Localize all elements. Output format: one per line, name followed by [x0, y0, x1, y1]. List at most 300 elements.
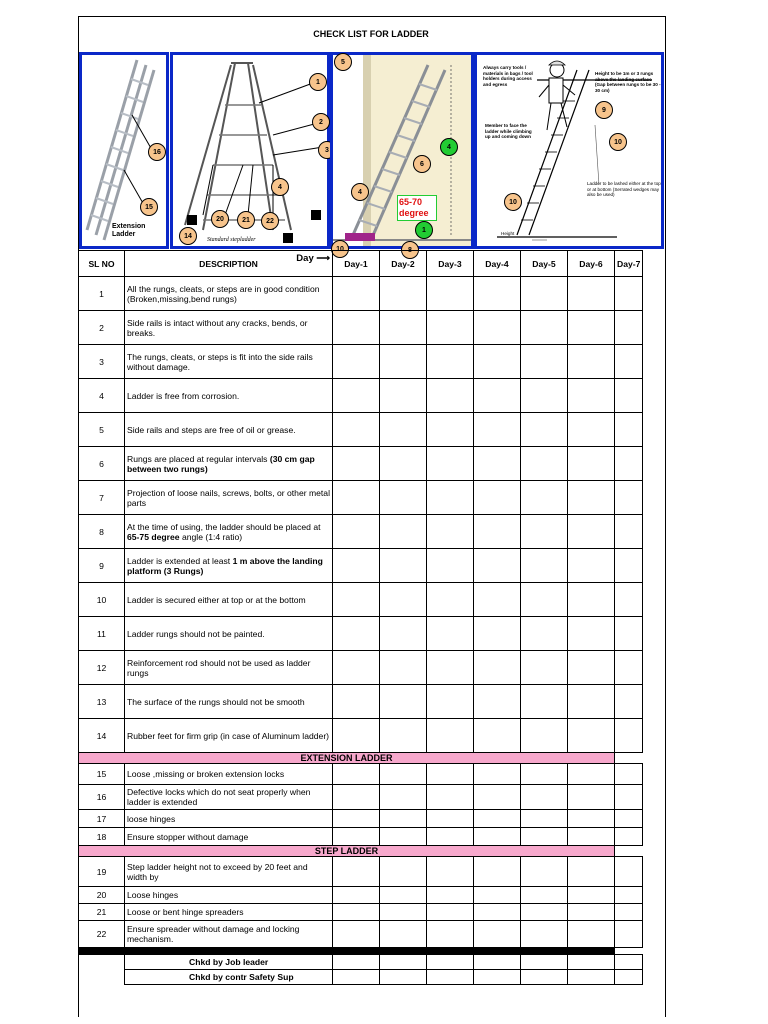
- check-cell-day-2[interactable]: [380, 887, 427, 904]
- signature-cell-day-6[interactable]: [568, 970, 615, 985]
- table-row: [79, 828, 643, 846]
- table-row: [79, 413, 643, 447]
- check-cell-day-5[interactable]: [521, 311, 568, 345]
- rubber-foot-marker: [283, 233, 293, 243]
- check-cell-day-4[interactable]: [474, 810, 521, 828]
- callout-20: 20: [211, 210, 229, 228]
- signature-cell-day-3[interactable]: [427, 970, 474, 985]
- row-description: [125, 549, 333, 583]
- description-text: Reinforcement rod should not be used as ladder rungs: [127, 657, 311, 678]
- row-sl-no: 20: [79, 887, 125, 904]
- check-cell-day-2[interactable]: [380, 764, 427, 785]
- check-cell-day-7[interactable]: [615, 810, 643, 828]
- callout-8: 8: [401, 241, 419, 259]
- check-cell-day-1[interactable]: [333, 617, 380, 651]
- check-cell-day-6[interactable]: [568, 764, 615, 785]
- check-cell-day-2[interactable]: [380, 617, 427, 651]
- check-cell-day-7[interactable]: [615, 651, 643, 685]
- description-text: Ladder is secured either at top or at the bottom: [127, 594, 306, 605]
- check-cell-day-7[interactable]: [615, 311, 643, 345]
- table-row: [79, 583, 643, 617]
- check-cell-day-2[interactable]: [380, 277, 427, 311]
- row-description: [125, 651, 333, 685]
- row-sl-no: 1: [79, 277, 125, 311]
- callout-6: 6: [413, 155, 431, 173]
- check-cell-day-1[interactable]: [333, 904, 380, 921]
- check-cell-day-1[interactable]: [333, 810, 380, 828]
- check-cell-day-1[interactable]: [333, 651, 380, 685]
- row-description: [125, 447, 333, 481]
- check-cell-day-6[interactable]: [568, 719, 615, 753]
- check-cell-day-4[interactable]: [474, 311, 521, 345]
- callout-10: 10: [609, 133, 627, 151]
- check-cell-day-2[interactable]: [380, 904, 427, 921]
- check-cell-day-3[interactable]: [427, 481, 474, 515]
- check-cell-day-5[interactable]: [521, 828, 568, 846]
- table-row: [79, 764, 643, 785]
- row-description: [125, 828, 333, 846]
- check-cell-day-4[interactable]: [474, 549, 521, 583]
- row-description: [125, 311, 333, 345]
- row-sl-no: 6: [79, 447, 125, 481]
- description-text: Loose ,missing or broken extension locks: [127, 769, 285, 779]
- callout-14: 14: [179, 227, 197, 245]
- signature-cell-day-3[interactable]: [427, 955, 474, 970]
- check-cell-day-1[interactable]: [333, 583, 380, 617]
- table-row: [79, 719, 643, 753]
- check-cell-day-1[interactable]: [333, 379, 380, 413]
- table-row: [79, 549, 643, 583]
- table-row: [79, 379, 643, 413]
- check-cell-day-1[interactable]: [333, 515, 380, 549]
- section-step-ladder: [79, 846, 643, 857]
- check-cell-day-7[interactable]: [615, 345, 643, 379]
- check-cell-day-6[interactable]: [568, 651, 615, 685]
- check-cell-day-7[interactable]: [615, 785, 643, 810]
- check-cell-day-3[interactable]: [427, 904, 474, 921]
- check-cell-day-4[interactable]: [474, 857, 521, 887]
- check-cell-day-2[interactable]: [380, 785, 427, 810]
- check-cell-day-2[interactable]: [380, 857, 427, 887]
- check-cell-day-1[interactable]: [333, 311, 380, 345]
- table-row: [79, 277, 643, 311]
- check-cell-day-1[interactable]: [333, 828, 380, 846]
- rubber-foot-marker: [311, 210, 321, 220]
- check-cell-day-4[interactable]: [474, 719, 521, 753]
- check-cell-day-4[interactable]: [474, 785, 521, 810]
- callout-1-green: 1: [415, 221, 433, 239]
- row-sl-no: 15: [79, 764, 125, 785]
- table-row: [79, 887, 643, 904]
- check-cell-day-5[interactable]: [521, 785, 568, 810]
- check-cell-day-4[interactable]: [474, 379, 521, 413]
- check-cell-day-2[interactable]: [380, 719, 427, 753]
- check-cell-day-5[interactable]: [521, 810, 568, 828]
- description-text: The rungs, cleats, or steps is fit into the side rails without damage.: [127, 351, 313, 372]
- check-cell-day-1[interactable]: [333, 345, 380, 379]
- check-cell-day-4[interactable]: [474, 345, 521, 379]
- check-cell-day-4[interactable]: [474, 651, 521, 685]
- check-cell-day-3[interactable]: [427, 515, 474, 549]
- check-cell-day-6[interactable]: [568, 857, 615, 887]
- row-sl-no: 5: [79, 413, 125, 447]
- description-text: Side rails is intact without any cracks, bends, or breaks.: [127, 317, 308, 338]
- check-cell-day-6[interactable]: [568, 921, 615, 948]
- row-sl-no: 16: [79, 785, 125, 810]
- signature-cell-day-6[interactable]: [568, 955, 615, 970]
- signature-cell-day-2[interactable]: [380, 955, 427, 970]
- check-cell-day-7[interactable]: [615, 379, 643, 413]
- check-cell-day-6[interactable]: [568, 828, 615, 846]
- check-cell-day-7[interactable]: [615, 447, 643, 481]
- check-cell-day-4[interactable]: [474, 904, 521, 921]
- check-cell-day-4[interactable]: [474, 617, 521, 651]
- signature-cell-day-5[interactable]: [521, 970, 568, 985]
- note-carry-tools: Always carry tools / materials in bags / tool holders during access and egress: [483, 65, 533, 87]
- description-text: Rungs are placed at regular intervals: [127, 453, 270, 464]
- check-cell-day-1[interactable]: [333, 549, 380, 583]
- check-cell-day-5[interactable]: [521, 904, 568, 921]
- check-cell-day-1[interactable]: [333, 413, 380, 447]
- check-cell-day-7[interactable]: [615, 583, 643, 617]
- check-cell-day-1[interactable]: [333, 719, 380, 753]
- check-cell-day-3[interactable]: [427, 651, 474, 685]
- signature-cell-day-4[interactable]: [474, 970, 521, 985]
- description-text: angle (1:4 ratio): [179, 531, 243, 542]
- check-cell-day-1[interactable]: [333, 685, 380, 719]
- table-row: [79, 311, 643, 345]
- callout-15: 15: [140, 198, 158, 216]
- callout-5: 5: [334, 53, 352, 71]
- angle-label: 65-70 degree: [397, 195, 437, 221]
- check-cell-day-2[interactable]: [380, 685, 427, 719]
- header-row: [79, 251, 643, 277]
- check-cell-day-2[interactable]: [380, 549, 427, 583]
- row-description: [125, 921, 333, 948]
- check-cell-day-5[interactable]: [521, 481, 568, 515]
- check-cell-day-2[interactable]: [380, 447, 427, 481]
- row-description: [125, 515, 333, 549]
- check-cell-day-4[interactable]: [474, 583, 521, 617]
- check-cell-day-6[interactable]: [568, 447, 615, 481]
- check-cell-day-5[interactable]: [521, 345, 568, 379]
- check-cell-day-7[interactable]: [615, 277, 643, 311]
- check-cell-day-3[interactable]: [427, 828, 474, 846]
- header-day-6: Day-6: [568, 251, 615, 277]
- row-description: [125, 413, 333, 447]
- check-cell-day-7[interactable]: [615, 764, 643, 785]
- check-cell-day-1[interactable]: [333, 785, 380, 810]
- check-cell-day-4[interactable]: [474, 447, 521, 481]
- row-description: [125, 379, 333, 413]
- signature-cell-day-5[interactable]: [521, 955, 568, 970]
- check-cell-day-5[interactable]: [521, 277, 568, 311]
- check-cell-day-6[interactable]: [568, 617, 615, 651]
- check-cell-day-5[interactable]: [521, 447, 568, 481]
- climbing-safety-image: [474, 52, 664, 249]
- check-cell-day-3[interactable]: [427, 857, 474, 887]
- signature-cell-day-2[interactable]: [380, 970, 427, 985]
- check-cell-day-4[interactable]: [474, 764, 521, 785]
- check-cell-day-6[interactable]: [568, 311, 615, 345]
- check-cell-day-4[interactable]: [474, 828, 521, 846]
- row-sl-no: 9: [79, 549, 125, 583]
- callout-1: 1: [309, 73, 327, 91]
- check-cell-day-2[interactable]: [380, 379, 427, 413]
- check-cell-day-1[interactable]: [333, 277, 380, 311]
- check-cell-day-3[interactable]: [427, 549, 474, 583]
- description-text: Ensure spreader without damage and locking mechanism.: [127, 924, 300, 944]
- callout-4-green: 4: [440, 138, 458, 156]
- check-cell-day-2[interactable]: [380, 515, 427, 549]
- signature-cell-day-1[interactable]: [333, 955, 380, 970]
- extension-ladder-label: Extension Ladder: [112, 223, 146, 238]
- callout-3: 3: [318, 141, 336, 159]
- check-cell-day-1[interactable]: [333, 887, 380, 904]
- row-sl-no: 4: [79, 379, 125, 413]
- note-lashed: Ladder to be lashed either at the top or at bottom (Serrated wedges may also be used): [587, 181, 661, 197]
- check-cell-day-5[interactable]: [521, 685, 568, 719]
- check-cell-day-3[interactable]: [427, 345, 474, 379]
- header-day-label: Day ⟶: [296, 253, 330, 264]
- check-cell-day-7[interactable]: [615, 413, 643, 447]
- row-description: [125, 887, 333, 904]
- checklist-table: [78, 250, 643, 985]
- row-sl-no: 13: [79, 685, 125, 719]
- footer-row: [79, 955, 643, 970]
- check-cell-day-1[interactable]: [333, 447, 380, 481]
- check-cell-day-6[interactable]: [568, 583, 615, 617]
- description-text: loose hinges: [127, 813, 176, 824]
- table-row: [79, 515, 643, 549]
- check-cell-day-3[interactable]: [427, 719, 474, 753]
- stepladder-caption: Standard stepladder: [207, 237, 256, 243]
- check-cell-day-1[interactable]: [333, 764, 380, 785]
- description-text: Projection of loose nails, screws, bolts, or other metal parts: [127, 487, 330, 508]
- rubber-foot-marker: [187, 215, 197, 225]
- check-cell-day-5[interactable]: [521, 413, 568, 447]
- check-cell-day-6[interactable]: [568, 887, 615, 904]
- check-cell-day-2[interactable]: [380, 481, 427, 515]
- callout-16: 16: [148, 143, 166, 161]
- check-cell-day-7[interactable]: [615, 921, 643, 948]
- check-cell-day-1[interactable]: [333, 921, 380, 948]
- header-day-7: Day-7: [615, 251, 643, 277]
- check-cell-day-7[interactable]: [615, 828, 643, 846]
- description-text: At the time of using, the ladder should be placed at: [127, 521, 321, 532]
- check-cell-day-2[interactable]: [380, 828, 427, 846]
- check-cell-day-4[interactable]: [474, 685, 521, 719]
- check-cell-day-5[interactable]: [521, 857, 568, 887]
- check-cell-day-2[interactable]: [380, 810, 427, 828]
- table-row: [79, 785, 643, 810]
- check-cell-day-6[interactable]: [568, 515, 615, 549]
- check-cell-day-5[interactable]: [521, 719, 568, 753]
- footer-spacer: [79, 955, 125, 970]
- check-cell-day-4[interactable]: [474, 887, 521, 904]
- description-text: Side rails and steps are free of oil or grease.: [127, 424, 296, 435]
- check-cell-day-7[interactable]: [615, 515, 643, 549]
- section-extension-ladder-title: EXTENSION LADDER: [79, 753, 615, 764]
- table-row: [79, 904, 643, 921]
- table-row: [79, 921, 643, 948]
- row-description: [125, 277, 333, 311]
- check-cell-day-1[interactable]: [333, 857, 380, 887]
- check-cell-day-2[interactable]: [380, 345, 427, 379]
- signature-cell-day-1[interactable]: [333, 970, 380, 985]
- check-cell-day-6[interactable]: [568, 904, 615, 921]
- row-description: [125, 481, 333, 515]
- leaning-ladder-image: [330, 52, 474, 254]
- row-sl-no: 10: [79, 583, 125, 617]
- check-cell-day-6[interactable]: [568, 277, 615, 311]
- callout-2: 2: [312, 113, 330, 131]
- check-cell-day-3[interactable]: [427, 887, 474, 904]
- check-cell-day-6[interactable]: [568, 413, 615, 447]
- check-cell-day-3[interactable]: [427, 764, 474, 785]
- description-text: Rubber feet for firm grip (in case of Aluminum ladder): [127, 730, 330, 741]
- check-cell-day-7[interactable]: [615, 685, 643, 719]
- check-cell-day-7[interactable]: [615, 481, 643, 515]
- check-cell-day-4[interactable]: [474, 413, 521, 447]
- divider-bar-cell: [79, 948, 615, 955]
- description-text: The surface of the rungs should not be smooth: [127, 696, 305, 707]
- callout-4: 4: [351, 183, 369, 201]
- check-cell-day-3[interactable]: [427, 277, 474, 311]
- description-text: Defective locks which do not seat properly when ladder is extended: [127, 787, 311, 807]
- check-cell-day-6[interactable]: [568, 810, 615, 828]
- check-cell-day-6[interactable]: [568, 379, 615, 413]
- callout-21: 21: [237, 211, 255, 229]
- check-cell-day-5[interactable]: [521, 617, 568, 651]
- check-cell-day-4[interactable]: [474, 277, 521, 311]
- row-description: [125, 857, 333, 887]
- check-cell-day-4[interactable]: [474, 921, 521, 948]
- check-cell-day-6[interactable]: [568, 685, 615, 719]
- description-text: Ladder is free from corrosion.: [127, 390, 240, 401]
- check-cell-day-5[interactable]: [521, 651, 568, 685]
- footer-spacer: [79, 970, 125, 985]
- signature-cell-day-4[interactable]: [474, 955, 521, 970]
- check-cell-day-3[interactable]: [427, 685, 474, 719]
- check-cell-day-3[interactable]: [427, 921, 474, 948]
- callout-9: 9: [595, 101, 613, 119]
- row-sl-no: 14: [79, 719, 125, 753]
- row-sl-no: 11: [79, 617, 125, 651]
- row-description: [125, 685, 333, 719]
- check-cell-day-6[interactable]: [568, 549, 615, 583]
- check-cell-day-4[interactable]: [474, 481, 521, 515]
- header-description: [125, 251, 333, 277]
- divider-bar: [79, 948, 643, 955]
- description-text: Ensure stopper without damage: [127, 831, 249, 842]
- row-description: [125, 617, 333, 651]
- table-row: [79, 685, 643, 719]
- check-cell-day-2[interactable]: [380, 583, 427, 617]
- check-cell-day-5[interactable]: [521, 583, 568, 617]
- callout-22: 22: [261, 212, 279, 230]
- check-cell-day-2[interactable]: [380, 651, 427, 685]
- check-cell-day-2[interactable]: [380, 921, 427, 948]
- check-cell-day-3[interactable]: [427, 583, 474, 617]
- check-cell-day-7[interactable]: [615, 549, 643, 583]
- description-text: 1 m above the landing platform (3 Rungs): [127, 555, 323, 576]
- check-cell-day-7[interactable]: [615, 617, 643, 651]
- check-cell-day-6[interactable]: [568, 785, 615, 810]
- description-text: Loose hinges: [127, 890, 179, 900]
- check-cell-day-3[interactable]: [427, 413, 474, 447]
- check-cell-day-3[interactable]: [427, 785, 474, 810]
- table-row: [79, 651, 643, 685]
- row-description: [125, 785, 333, 810]
- check-cell-day-5[interactable]: [521, 379, 568, 413]
- note-height-above-landing: Height to be 1m or 3 rungs above the landing surface (Gap between rungs to be 30 - 30 cm): [595, 71, 661, 93]
- row-sl-no: 3: [79, 345, 125, 379]
- callout-10: 10: [331, 240, 349, 258]
- check-cell-day-5[interactable]: [521, 549, 568, 583]
- check-cell-day-5[interactable]: [521, 921, 568, 948]
- check-cell-day-1[interactable]: [333, 481, 380, 515]
- row-description: [125, 904, 333, 921]
- header-day-4: Day-4: [474, 251, 521, 277]
- check-cell-day-2[interactable]: [380, 311, 427, 345]
- description-text: (30 cm gap between two rungs): [127, 453, 315, 474]
- header-day-2: Day-2: [380, 251, 427, 277]
- row-description: [125, 719, 333, 753]
- check-cell-day-3[interactable]: [427, 617, 474, 651]
- check-cell-day-5[interactable]: [521, 764, 568, 785]
- check-cell-day-3[interactable]: [427, 379, 474, 413]
- check-cell-day-7[interactable]: [615, 887, 643, 904]
- check-cell-day-5[interactable]: [521, 887, 568, 904]
- row-sl-no: 18: [79, 828, 125, 846]
- row-description: [125, 345, 333, 379]
- description-text: 65-75 degree: [127, 531, 180, 542]
- check-cell-day-7[interactable]: [615, 719, 643, 753]
- note-height: Height: [501, 231, 515, 236]
- signature-cell-day-7[interactable]: [615, 970, 643, 985]
- check-cell-day-3[interactable]: [427, 447, 474, 481]
- check-cell-day-6[interactable]: [568, 481, 615, 515]
- check-cell-day-7[interactable]: [615, 857, 643, 887]
- header-day-1: Day-1: [333, 251, 380, 277]
- callout-4: 4: [271, 178, 289, 196]
- check-cell-day-5[interactable]: [521, 515, 568, 549]
- description-text: Ladder rungs should not be painted.: [127, 628, 265, 639]
- table-row: [79, 481, 643, 515]
- row-sl-no: 17: [79, 810, 125, 828]
- check-cell-day-6[interactable]: [568, 345, 615, 379]
- extension-ladder-image: [79, 52, 169, 249]
- table-row: [79, 617, 643, 651]
- footer-chkd-safety-sup: Chkd by contr Safety Sup: [125, 970, 333, 985]
- row-description: [125, 810, 333, 828]
- table-row: [79, 857, 643, 887]
- callout-10: 10: [504, 193, 522, 211]
- check-cell-day-2[interactable]: [380, 413, 427, 447]
- footer-chkd-job-leader: Chkd by Job leader: [125, 955, 333, 970]
- check-cell-day-4[interactable]: [474, 515, 521, 549]
- row-description: [125, 583, 333, 617]
- table-row: [79, 810, 643, 828]
- table-row: [79, 447, 643, 481]
- check-cell-day-3[interactable]: [427, 810, 474, 828]
- description-text: Ladder is extended at least: [127, 555, 233, 566]
- check-cell-day-7[interactable]: [615, 904, 643, 921]
- header-description-label: DESCRIPTION: [199, 258, 258, 269]
- signature-cell-day-7[interactable]: [615, 955, 643, 970]
- check-cell-day-3[interactable]: [427, 311, 474, 345]
